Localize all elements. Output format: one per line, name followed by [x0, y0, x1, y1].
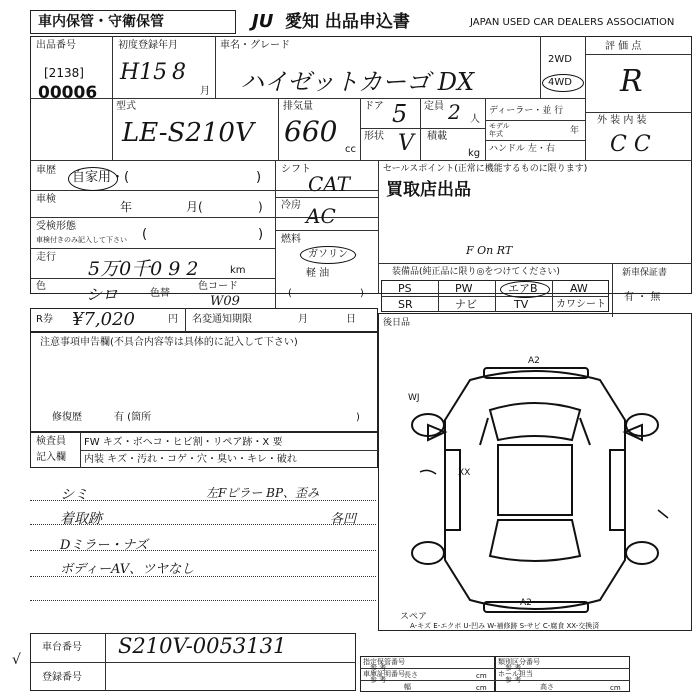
capacity-value: 2	[448, 100, 461, 124]
new-warranty-value: 有 ・ 無	[624, 292, 661, 303]
fuel-close: )	[360, 288, 364, 299]
sales-point-label: セールスポイント(正常に機能するものに限ります)	[383, 164, 588, 174]
mileage-unit: km	[230, 265, 246, 276]
inspector-label: 検査員	[36, 436, 66, 447]
inspection-year: 年	[120, 200, 133, 214]
color-change-label: 色替	[150, 288, 170, 299]
aircon-value: AC	[306, 204, 336, 228]
inspector-fw-row: FW キズ・ボヘコ・ヒビ割・リペア跡・X 要	[84, 437, 283, 448]
ext-int-value: C C	[610, 132, 651, 157]
equipment-aw: AW	[570, 282, 588, 295]
footer-l1b: 参 考	[370, 664, 387, 672]
deadline-month: 月	[298, 314, 308, 325]
spare-label: スペア	[400, 612, 428, 622]
remark-1b: 左Fピラー BP、歪み	[206, 486, 320, 500]
inspection-close: )	[258, 200, 263, 214]
lot-code: [2138]	[44, 66, 84, 80]
car-name-grade: ハイゼットカーゴ DX	[240, 68, 475, 96]
footer-l1a: 指定保管番号	[363, 658, 405, 666]
load-unit: kg	[468, 148, 481, 159]
acceptance-open: (	[142, 227, 148, 242]
model-value: LE-S210V	[122, 118, 254, 148]
storage-label: 車内保管・守衛保管	[38, 14, 164, 30]
deadline-day: 日	[346, 314, 356, 325]
remark-2b: 各凹	[330, 512, 357, 527]
drive-2wd: 2WD	[548, 54, 572, 65]
ju-logo: JU	[252, 11, 274, 32]
equipment-airbag: エアB	[508, 282, 538, 295]
history-label: 車歴	[36, 165, 56, 176]
footer-r3: 高さ	[540, 683, 554, 691]
footer-r2a: ホール担当	[498, 670, 533, 678]
load-label: 積載	[427, 131, 447, 142]
recycle-unit: 円	[168, 314, 178, 325]
notes-label: 注意事項申告欄(不具合内容等は具体的に記入して下さい)	[40, 337, 298, 348]
ext-int-label: 外 装 内 装	[597, 115, 647, 126]
model-label: 型式	[116, 101, 136, 112]
car-name-label: 車名・グレード	[220, 40, 290, 51]
footer-r1b: 参 考	[505, 664, 522, 672]
equipment-tv: TV	[514, 298, 529, 311]
aircon-label: 冷房	[281, 200, 301, 211]
displacement-value: 660	[284, 115, 338, 148]
score-label: 評 価 点	[605, 41, 642, 52]
diagram-mark-left: WJ	[408, 393, 420, 403]
form-title: 愛知 出品申込書	[285, 12, 410, 32]
inspection-month: 月(	[186, 200, 203, 214]
sales-point-note: F On RT	[466, 244, 513, 257]
damage-legend: A-キズ E-エクボ U-凹み W-補修跡 S-サビ C-腐食 XX-交換済	[410, 622, 600, 630]
acceptance-note: 車検付きのみ記入して下さい	[36, 236, 127, 244]
color-value: シロ	[86, 285, 119, 304]
doors-label: ドア	[364, 101, 384, 112]
footer-l4: 幅	[404, 683, 411, 691]
shape-label: 形状	[364, 131, 384, 142]
recycle-label: R券	[36, 314, 53, 325]
dealer-handle: ハンドル 左・右	[489, 144, 555, 154]
fuel-gasoline: ガソリン	[308, 249, 348, 260]
dealer-model: モデル	[489, 122, 510, 130]
equipment-ps: PS	[398, 282, 412, 295]
footer-l3: 長さ	[404, 671, 418, 679]
drive-4wd: 4WD	[548, 77, 572, 88]
inspector-label2: 記入欄	[36, 452, 66, 463]
diagram-mark-bottom: A2	[520, 598, 532, 608]
registration-label: 登録番号	[42, 672, 82, 683]
acceptance-close: )	[258, 227, 264, 242]
footer-l3u: cm	[476, 672, 487, 680]
chassis-label: 車台番号	[42, 642, 82, 653]
acceptance-label: 受検形態	[36, 221, 76, 232]
cc-unit: cc	[345, 144, 356, 155]
remark-4: ボディーAV、ツヤなし	[60, 562, 195, 577]
diagram-mark-x: XX	[458, 468, 471, 478]
shape-value: V	[398, 131, 414, 156]
mileage-label: 走行	[36, 252, 56, 263]
equipment-pw: PW	[455, 282, 473, 295]
new-warranty-label: 新車保証書	[622, 268, 668, 278]
diagram-mark-top: A2	[528, 356, 540, 366]
repair-value: 有 (箇所	[114, 412, 152, 423]
association-name: JAPAN USED CAR DEALERS ASSOCIATION	[470, 17, 675, 28]
color-label: 色	[36, 281, 46, 292]
remark-3: Dミラー・ナズ	[60, 538, 148, 553]
color-code-label: 色コード	[198, 281, 238, 292]
fuel-label: 燃料	[281, 234, 301, 245]
history-value: 自家用・(	[72, 170, 130, 185]
first-registration-era: H15	[120, 60, 168, 85]
fuel-open: (	[288, 288, 292, 299]
color-code-value: W09	[210, 294, 240, 309]
month-unit: 月	[200, 86, 210, 97]
footer-l2a: 車庫証明番号	[363, 670, 405, 678]
first-registration-month: 8	[172, 60, 186, 85]
inspector-interior-row: 内装 キズ・汚れ・コゲ・穴・臭い・キレ・破れ	[84, 454, 297, 465]
dealer-line1: ディーラー・並 行	[489, 106, 564, 116]
repair-label: 修復歴	[52, 412, 82, 423]
dealer-year: 年式	[489, 130, 503, 138]
repair-close: )	[356, 412, 360, 423]
side-check-mark: √	[12, 652, 21, 668]
equipment-navi: ナビ	[455, 298, 477, 311]
lot-number: 00006	[38, 83, 98, 103]
first-registration-label: 初度登録年月	[118, 40, 178, 51]
equipment-wseat: カワシート	[556, 299, 606, 310]
shift-label: シフト	[281, 164, 311, 175]
remark-1a: シミ	[60, 487, 88, 503]
mileage-value: 5万0千0 9 2	[88, 258, 199, 280]
inspection-label: 車検	[36, 194, 56, 205]
footer-l2b: 参 考	[370, 676, 387, 684]
score-value: R	[620, 64, 643, 99]
chassis-value: S210V-0053131	[118, 634, 287, 658]
deadline-label: 名変通知期限	[192, 314, 252, 325]
doors-value: 5	[392, 100, 408, 128]
footer-l4u: cm	[476, 684, 487, 692]
lot-number-label: 出品番号	[36, 40, 76, 51]
capacity-unit: 人	[470, 114, 480, 125]
remark-2a: 着取跡	[60, 511, 102, 527]
displacement-label: 排気量	[283, 101, 313, 112]
recycle-value: ¥7,020	[72, 309, 135, 330]
history-close: )	[256, 170, 262, 185]
dealer-year-unit: 年	[570, 126, 580, 136]
equipment-label: 装備品(純正品に限り◎をつけてください)	[392, 267, 560, 277]
footer-r3u: cm	[610, 684, 621, 692]
capacity-label: 定員	[424, 101, 444, 112]
shift-value: CAT	[308, 172, 350, 196]
later-day-label: 後日品	[383, 318, 411, 328]
sales-point-value: 買取店出品	[386, 180, 471, 200]
fuel-diesel: 軽 油	[306, 268, 330, 279]
footer-r2b: 参 考	[505, 676, 522, 684]
footer-r1a: 類別区分番号	[498, 658, 540, 666]
equipment-sr: SR	[398, 298, 413, 311]
